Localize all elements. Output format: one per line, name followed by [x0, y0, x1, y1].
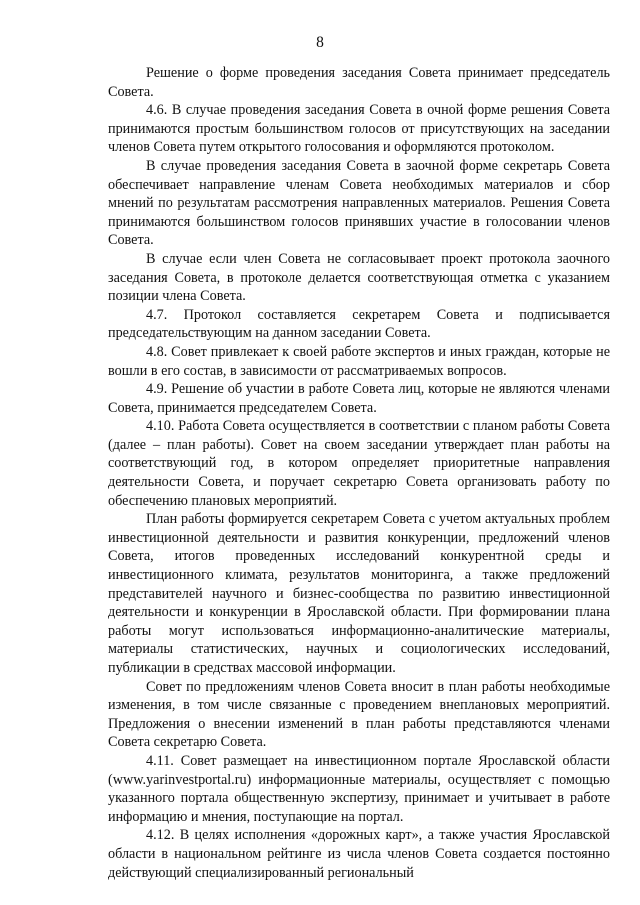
paragraph: 4.12. В целях исполнения «дорожных карт», а также участия Ярославской области в национальном рейтинге из числа членов Совета создается постоянно действующий специализированный региональный: [108, 827, 610, 881]
paragraph: В случае если член Совета не согласовывает проект протокола заочного заседания Совета, в протоколе делается соответствующая отметка с указанием позиции члена Совета.: [108, 250, 610, 305]
paragraph: В случае проведения заседания Совета в заочной форме секретарь Совета обеспечивает направление членам Совета необходимых материалов и сбор мнений по результатам рассмотрения направленных материалов. Решения Совета принимаются большинством голосов принявших участие в голосовании членов Совета.: [108, 157, 610, 249]
paragraph: 4.10. Работа Совета осуществляется в соответствии с планом работы Совета (далее – план работы). Совет на своем заседании утверждает план работы на соответствующий год, в котором определяет приоритетные направления деятельности Совета, и поручает секретарю Совета организовать работу по обеспечению плановых мероприятий.: [108, 418, 610, 509]
page-number: 8: [316, 34, 324, 51]
paragraph: 4.9. Решение об участии в работе Совета лиц, которые не являются членами Совета, принимается председателем Совета.: [108, 381, 610, 416]
paragraph: 4.6. В случае проведения заседания Совета в очной форме решения Совета принимаются простым большинством голосов от присутствующих на заседании членов Совета путем открытого голосования и оформляются протоколом.: [108, 102, 610, 156]
paragraph: План работы формируется секретарем Совета с учетом актуальных проблем инвестиционной деятельности и развития конкуренции, предложений членов Совета, итогов проведенных исследований конкурентной среды и инвестиционного климата, результатов мониторинга, а также предложений представителей научного и бизнес-сообщества по развитию инвестиционной деятельности и конкуренции в Ярославской области. При формировании плана работы могут использоваться информационно-аналитические материалы, материалы статистических, научных и социологических исследований, публикации в средствах массовой информации.: [108, 511, 610, 676]
paragraph: 4.7. Протокол составляется секретарем Совета и подписывается председательствующим на данном заседании Совета.: [108, 306, 610, 342]
paragraph: Совет по предложениям членов Совета вносит в план работы необходимые изменения, в том числе связанные с проведением внеплановых мероприятий. Предложения о внесении изменений в план работы представляются членами Совета секретарю Совета.: [108, 678, 610, 751]
body-text: [108, 64, 610, 882]
paragraph: Решение о форме проведения заседания Совета принимает председатель Совета.: [108, 65, 610, 100]
paragraph: 4.11. Совет размещает на инвестиционном портале Ярославской области (www.yarinvestportal.ru) информационные материалы, осуществляет с помощью указанного портала общественную экспертизу, принимает и учитывает в работе информацию и мнения, поступающие на портал.: [108, 752, 610, 825]
paragraph: 4.8. Совет привлекает к своей работе экспертов и иных граждан, которые не вошли в его состав, в зависимости от рассматриваемых вопросов.: [108, 343, 610, 379]
